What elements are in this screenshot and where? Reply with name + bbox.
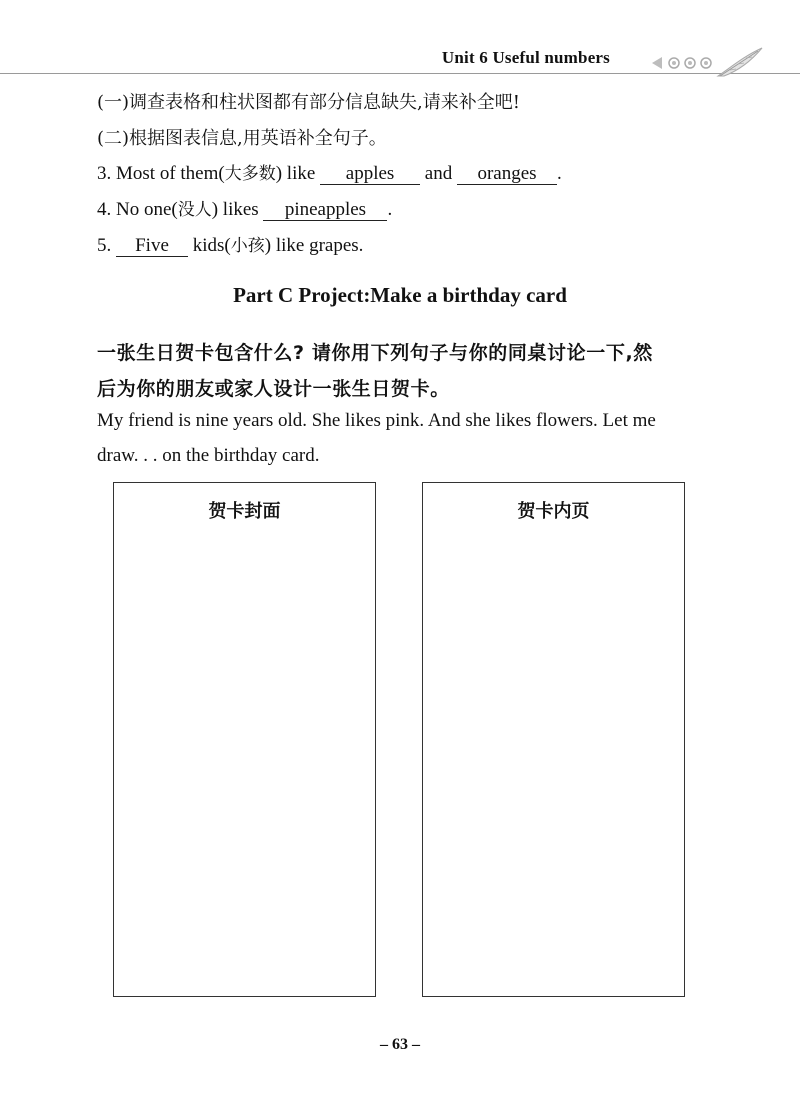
example-line-2: draw. . . on the birthday card. — [97, 445, 320, 466]
q3-suffix: . — [556, 163, 562, 184]
section-two-heading: (二)根据图表信息,用英语补全句子。 — [97, 128, 387, 149]
section-one-heading: (一)调查表格和柱状图都有部分信息缺失,请来补全吧! — [97, 92, 520, 113]
q5-prefix: 5. — [97, 235, 116, 256]
unit-title: Unit 6 Useful numbers — [441, 48, 610, 67]
q5-suffix: ) like grapes. — [264, 235, 364, 256]
q4-answer[interactable]: pineapples — [263, 200, 387, 221]
page-number: – 63 – — [380, 1036, 420, 1053]
q3-mid: ) like — [275, 163, 321, 184]
question-4 — [97, 195, 392, 221]
q5-mid: kids( — [188, 235, 231, 256]
question-5 — [97, 231, 363, 257]
q3-and: and — [420, 163, 457, 184]
q5-cjk: 小孩 — [230, 236, 265, 256]
q3-prefix: 3. Most of them( — [97, 163, 225, 184]
q5-answer[interactable]: Five — [116, 236, 188, 257]
instruction-line-1: 一张生日贺卡包含什么? 请你用下列句子与你的同桌讨论一下,然 — [97, 342, 653, 364]
instruction-line-2: 后为你的朋友或家人设计一张生日贺卡。 — [97, 378, 450, 400]
card-front-label: 贺卡封面 — [208, 501, 281, 522]
card-front-box[interactable] — [113, 482, 376, 997]
q4-suffix: . — [387, 199, 393, 220]
q4-cjk: 没人 — [177, 200, 212, 220]
q4-prefix: 4. No one( — [97, 199, 178, 220]
q4-mid: ) likes — [211, 199, 264, 220]
page-header — [0, 40, 800, 80]
q3-answer-1[interactable]: apples — [320, 164, 420, 185]
feather-dots-icon — [648, 46, 768, 80]
part-c-title: Part C Project:Make a birthday card — [233, 283, 567, 307]
example-line-1: My friend is nine years old. She likes pink. And she likes flowers. Let me — [97, 410, 656, 431]
q3-cjk: 大多数 — [224, 164, 276, 184]
q3-answer-2[interactable]: oranges — [457, 164, 557, 185]
question-3 — [97, 159, 562, 185]
card-inside-label: 贺卡内页 — [517, 501, 590, 522]
card-inside-box[interactable] — [422, 482, 685, 997]
